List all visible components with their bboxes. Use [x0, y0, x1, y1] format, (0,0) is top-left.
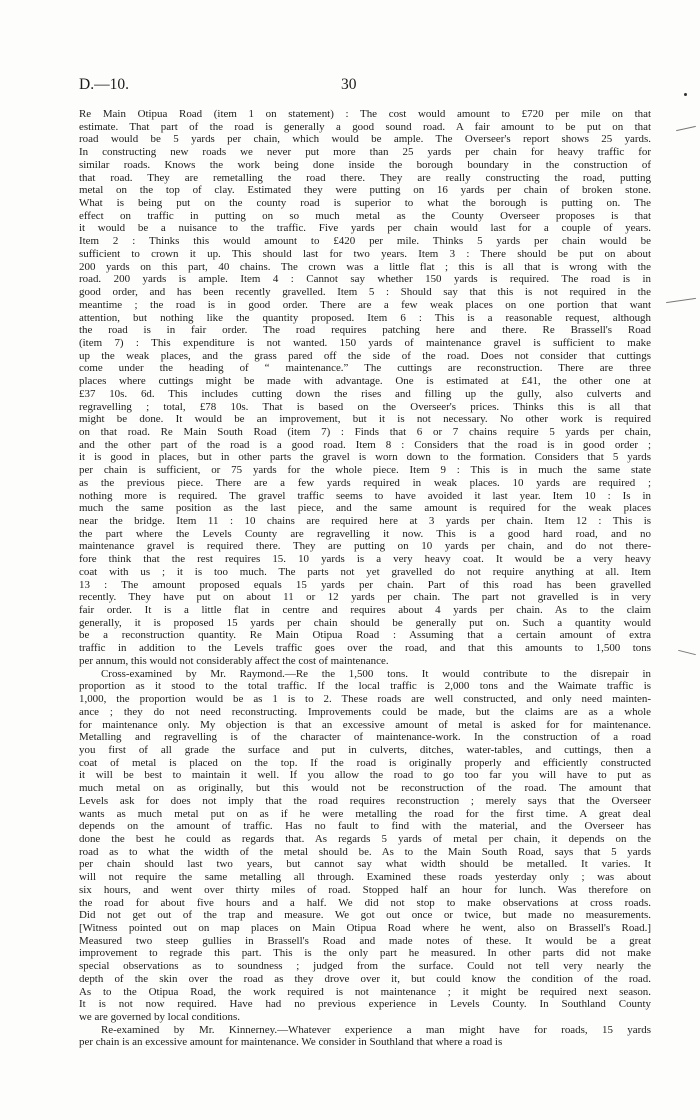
text-line: nothing more is required. The gravel traffic seems to have avoided it last year. Item 10 : Is in	[79, 489, 651, 502]
text-line: meantime ; the road is in good order. There are a few weak places on one portion that want	[79, 298, 651, 311]
text-line: will not require the same metalling all through. Examined these roads yesterday only ; was about	[79, 871, 651, 884]
text-line: fair order. It is a little flat in centre and requires about 4 yards per chain. As to the claim	[79, 604, 651, 617]
text-line: wants as much metal put on as if he were metalling the road for the first time. A great deal	[79, 807, 651, 820]
text-line: Measured two steep gullies in Brassell's Road and made notes of these. It would be a great	[79, 934, 651, 947]
document-reference: D.—10.	[79, 76, 129, 93]
text-line: per chain is an excessive amount for maintenance. We consider in Southland that where a road is	[79, 1036, 503, 1049]
text-line: recently. They have put on about 11 or 12 yards per chain. The part not gravelled is in very	[79, 591, 651, 604]
paragraph	[79, 668, 651, 1024]
text-line: 13 : The amount proposed equals 15 yards per chain. Part of this road has been gravelled	[79, 578, 651, 591]
text-line: Did not get out of the trap and measure. We got out once or twice, but made no measurements.	[79, 909, 651, 922]
text-line: proportion as it stood to the total traffic. If the local traffic is 2,000 tons and the Waimate traffic is	[79, 680, 651, 693]
text-line: it would be a nuisance to the traffic. Five yards per chain would last for a couple of years.	[79, 222, 651, 235]
text-line: done the best he could as regards that. As regards 5 yards of metal per chain, it depends on the	[79, 832, 651, 845]
text-line: metal on the top of clay. Estimated they were putting on 16 yards per chain of broken stone.	[79, 184, 651, 197]
text-line: 1,000, the proportion would be as 1 is to 2. These roads are well constructed, and only need mainten-	[79, 693, 651, 706]
text-line: the part where the Levels County are regravelling it now. This is a good hard road, and no	[79, 527, 651, 540]
text-line: Re Main Otipua Road (item 1 on statement) : The cost would amount to £720 per mile on that	[79, 108, 651, 120]
text-line: road as to what the width of the metal should be. As to the Main South Road, says that 5 yards	[79, 845, 651, 858]
text-line: As to the Otipua Road, the work required is not maintenance ; it might be required next season.	[79, 985, 651, 998]
text-line: much metal on as originally, but this would not be reconstruction of the road. The amount that	[79, 782, 651, 795]
text-line: the road is in fair order. The road requires patching here and there. Re Brassell's Road	[79, 324, 651, 337]
text-line: per chain is sufficient, or 75 yards for the whole piece. Item 9 : This is in much the same state	[79, 464, 651, 477]
margin-mark	[678, 650, 696, 655]
text-line: and the other part of the road is a good road. Item 8 : Considers that the road is in good order ;	[79, 438, 651, 451]
text-line: Levels ask for does not imply that the road requires reconstruction ; merely says that the Overseer	[79, 794, 651, 807]
text-line: maintenance gravel is required there. They are putting on 10 yards per chain, and do not there-	[79, 540, 651, 553]
text-line: come under the heading of “ maintenance.” The cuttings are reconstruction. There are three	[79, 362, 651, 375]
text-line: In constructing new roads we never put more than 25 yards per chain for heavy traffic for	[79, 146, 651, 159]
page-header	[79, 76, 652, 100]
text-line: coat of metal is placed on the top. If the road is originally properly and efficiently constructed	[79, 756, 651, 769]
text-line: Re-examined by Mr. Kinnerney.—Whatever experience a man might have for roads, 15 yards	[101, 1023, 651, 1036]
text-line: you first of all grade the surface and put in culverts, ditches, water-tables, and cuttings, then a	[79, 743, 651, 756]
text-line: places where cuttings might be made with advantage. One is estimated at £41, the other one at	[79, 375, 651, 388]
text-line: special observations as to soundness ; judged from the surface. Could not tell very nearly the	[79, 960, 651, 973]
text-line: on that road. Re Main South Road (item 7) : Finds that 6 or 7 chains require 5 yards per chain,	[79, 425, 651, 438]
text-line: it will be best to maintain it well. If you allow the road to go too far you will have to put as	[79, 769, 651, 782]
text-line: as the previous piece. There are a few yards required in weak places. 10 yards are required ;	[79, 476, 651, 489]
text-line: fore think that the rest requires 15. 10 yards is a very heavy coat. It would be a very heavy	[79, 553, 651, 566]
text-line: six hours, and went over thirty miles of road. Stopped half an hour for lunch. Was therefore on	[79, 883, 651, 896]
text-line: attention, but nothing like the quantity proposed. Item 6 : This is a reasonable request, although	[79, 311, 651, 324]
text-line: road. 200 yards is ample. Item 4 : Cannot say whether 150 yards is required. The road is in	[79, 273, 651, 286]
text-line: improvement to regrade this part. This is the only part he measured. In other parts did not make	[79, 947, 651, 960]
text-line: sufficient to crown it up. This should last for two years. Item 3 : There should be put on about	[79, 247, 651, 260]
text-line: It is not now required. Have had no previous experience in Levels County. In Southland County	[79, 998, 651, 1011]
text-line: similar roads. Knows the work being done inside the borough boundary in the construction of	[79, 158, 651, 171]
document-body	[79, 108, 651, 1049]
text-line: be a reconstruction quantity. Re Main Otipua Road : Assuming that a certain amount of extra	[79, 629, 651, 642]
text-line: [Witness pointed out on map places on Main Otipua Road where he went, also on Brassell's Road.]	[79, 922, 651, 934]
text-line: estimate. That part of the road is generally a good sound road. A fair amount to be put on that	[79, 120, 651, 133]
text-line: generally, it is proposed 15 yards per chain should be generally put on. Such a quantity would	[79, 616, 651, 629]
text-line: Item 2 : Thinks this would amount to £420 per mile. Thinks 5 yards per chain would be	[79, 235, 651, 248]
text-line: 200 yards on this part, 40 chains. The crown was a little flat ; this is all that is wrong with the	[79, 260, 651, 273]
text-line: road would be 5 yards per chain, which would be ample. The Overseer's report shows 25 yards.	[79, 133, 651, 146]
text-line: Cross-examined by Mr. Raymond.—Re the 1,500 tons. It would contribute to the disrepair in	[101, 667, 651, 680]
paragraph	[79, 108, 651, 668]
text-line: depends on the amount of traffic. Has no fault to find with the material, and the Overseer has	[79, 820, 651, 833]
paragraph	[79, 1024, 651, 1049]
text-line: ance ; they do not need reconstructing. Improvements could be made, but the claims are as a whole	[79, 705, 651, 718]
text-line: near the bridge. Item 11 : 10 chains are required here at 3 yards per chain. Item 12 : This is	[79, 515, 651, 527]
text-line: per chain should last two years, but cannot say what width should be metalled. It varies. It	[79, 858, 651, 871]
page-number: 30	[341, 76, 357, 93]
text-line: (item 7) : This expenditure is not wanted. 150 yards of maintenance gravel is sufficient to make	[79, 336, 651, 349]
text-line: up the weak places, and the grass pared off the side of the road. Does not consider that cuttings	[79, 349, 651, 362]
text-line: that road. They are remetalling the road there. They are really constructing the road, putting	[79, 171, 651, 184]
text-line: per annum, this would not considerably affect the cost of maintenance.	[79, 654, 389, 667]
margin-mark	[666, 298, 696, 303]
text-line: it is good in places, but in other parts the gravel is worn down to the formation. Considers that 5 yards	[79, 451, 651, 464]
text-line: Metalling and regravelling is of the character of maintenance-work. In the construction of a road	[79, 731, 651, 744]
text-line: for maintenance only. My objection is that an excessive amount of metal is asked for for maintenance.	[79, 718, 651, 731]
text-line: regravelling ; total, £78 10s. That is based on the Overseer's prices. Thinks this is all that	[79, 400, 651, 413]
text-line: much the same position as the last piece, and the same amount is required for the weak places	[79, 502, 651, 515]
text-line: we are governed by local conditions.	[79, 1011, 240, 1024]
text-line: coat with us ; it is too much. The parts not yet gravelled do not require anything at all. Item	[79, 565, 651, 578]
text-line: What is being put on the county road is superior to what the borough is putting on. The	[79, 197, 651, 210]
text-line: effect on traffic in putting on so much metal as the County Overseer proposes is that	[79, 209, 651, 222]
text-line: the road for about five hours and a half. We did not stop to make observations at cross roads.	[79, 896, 651, 909]
margin-dot	[684, 93, 687, 96]
text-line: good order, and has been recently gravelled. Item 5 : Should say that this is not required in the	[79, 286, 651, 299]
text-line: might be done. It would be an improvement, but it is not necessary. No other work is required	[79, 413, 651, 426]
text-line: traffic in addition to the Levels traffic goes over the road, and that this amounts to 1,500 tons	[79, 642, 651, 655]
text-line: depth of the skin over the road as they drove over it, but could know the condition of the road.	[79, 972, 651, 985]
margin-mark	[676, 126, 696, 131]
text-line: £37 10s. 6d. This includes cutting down the rises and filling up the gully, also culverts and	[79, 387, 651, 400]
